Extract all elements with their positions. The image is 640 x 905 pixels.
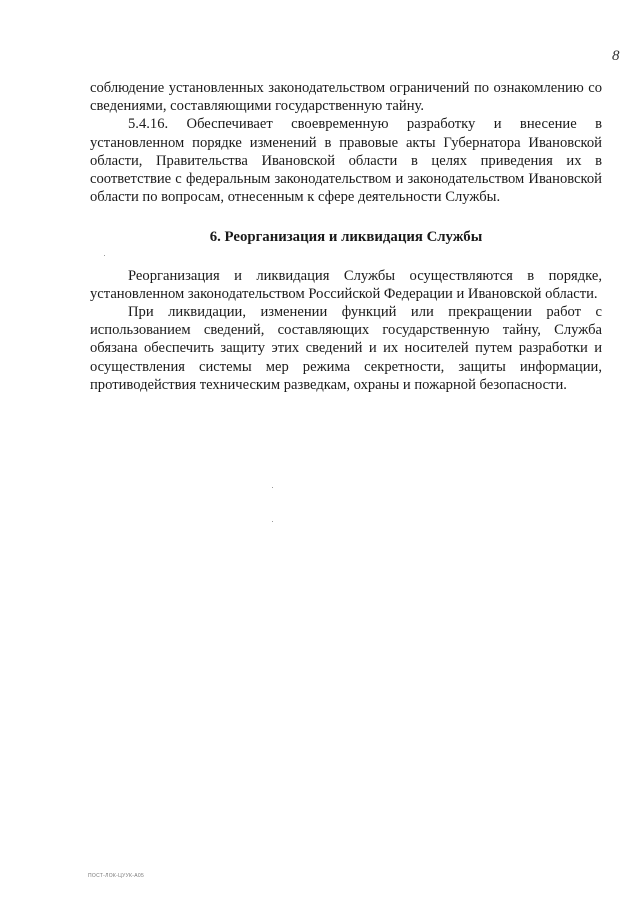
paragraph-clause-5-4-16: 5.4.16. Обеспечивает своевременную разработку и внесение в установленном порядке изменений в правовые акты Губернатора Ивановской области, Правительства Ивановской области в целях приведения их в соответствие с федеральным законодательством и законодательством Ивановской области по вопросам, отнесенным к сфере деятельности Службы. bbox=[90, 116, 602, 206]
document-body bbox=[90, 79, 602, 394]
paragraph-liquidation: При ликвидации, изменении функций или прекращении работ с использованием сведений, составляющих государственную тайну, Служба обязана обеспечить защиту этих сведений и их носителей путем разработки и осуществления системы мер режима секретности, защиты информации, противодействия техническим разведкам, охраны и пожарной безопасности. bbox=[90, 304, 602, 393]
footer-document-code: ПОСТ-ЛОК-ЦУУК-А05 bbox=[88, 873, 145, 879]
paragraph-reorganization: Реорганизация и ликвидация Службы осуществляются в порядке, установленном законодательством Российской Федерации и Ивановской области. bbox=[90, 267, 602, 302]
scan-speck bbox=[272, 487, 273, 488]
section-heading: 6. Реорганизация и ликвидация Службы bbox=[209, 229, 483, 246]
scan-speck bbox=[104, 255, 105, 256]
paragraph-continuation: соблюдение установленных законодательством ограничений по ознакомлению со сведениями, составляющими государственную тайну. bbox=[90, 80, 602, 115]
page-number: 8 bbox=[612, 48, 620, 64]
scan-speck bbox=[272, 521, 273, 522]
